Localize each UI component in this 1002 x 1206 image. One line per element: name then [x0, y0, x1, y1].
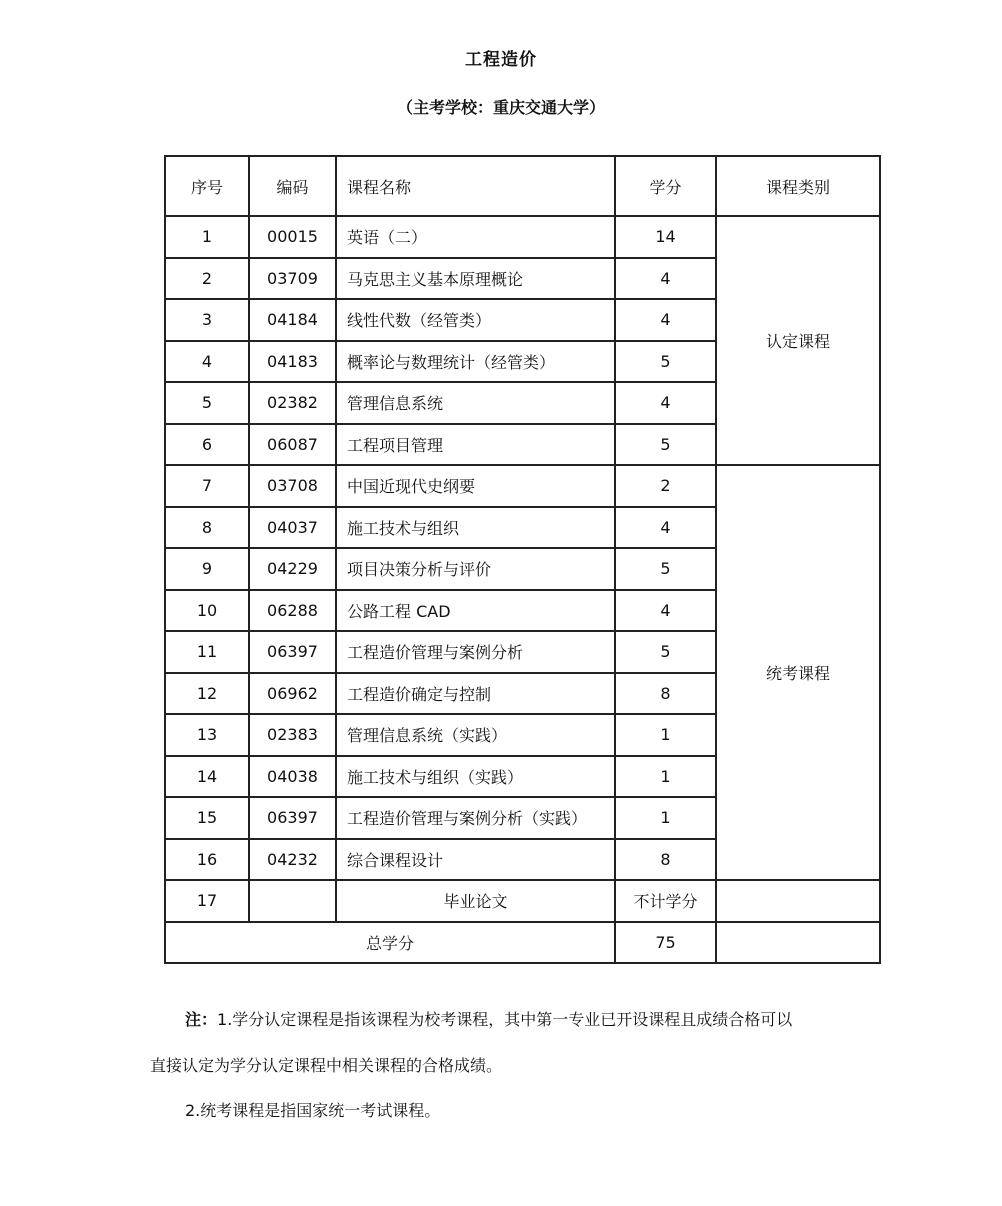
thesis-row [165, 880, 880, 922]
course-code: 04037 [249, 507, 336, 549]
table-header-row [165, 156, 880, 216]
course-name: 工程造价确定与控制 [336, 673, 615, 715]
note-line-1 [150, 1009, 890, 1031]
course-credit: 5 [615, 631, 716, 673]
course-name: 工程项目管理 [336, 424, 615, 466]
course-name: 管理信息系统 [336, 382, 615, 424]
course-credit: 5 [615, 548, 716, 590]
row-number: 1 [165, 216, 249, 258]
row-number: 6 [165, 424, 249, 466]
course-name: 中国近现代史纲要 [336, 465, 615, 507]
course-credit: 1 [615, 797, 716, 839]
course-code: 04038 [249, 756, 336, 798]
course-credit: 4 [615, 590, 716, 632]
row-number: 12 [165, 673, 249, 715]
thesis-category [716, 880, 880, 922]
table-row [165, 465, 880, 507]
course-code: 02383 [249, 714, 336, 756]
note-line-3: 2.统考课程是指国家统一考试课程。 [185, 1101, 441, 1120]
course-code: 06397 [249, 631, 336, 673]
course-code: 06087 [249, 424, 336, 466]
course-code: 03709 [249, 258, 336, 300]
course-credit: 4 [615, 382, 716, 424]
category-unified: 统考课程 [716, 465, 880, 880]
row-number: 4 [165, 341, 249, 383]
header-cell: 课程类别 [716, 156, 880, 216]
course-name: 管理信息系统（实践） [336, 714, 615, 756]
course-name: 概率论与数理统计（经管类） [336, 341, 615, 383]
row-number: 7 [165, 465, 249, 507]
course-name: 综合课程设计 [336, 839, 615, 881]
course-code: 04184 [249, 299, 336, 341]
total-value: 75 [615, 922, 716, 964]
course-name: 项目决策分析与评价 [336, 548, 615, 590]
header-cell: 序号 [165, 156, 249, 216]
row-number: 3 [165, 299, 249, 341]
row-number: 17 [165, 880, 249, 922]
row-number: 5 [165, 382, 249, 424]
course-name: 英语（二） [336, 216, 615, 258]
header-cell: 编码 [249, 156, 336, 216]
note-line-2: 直接认定为学分认定课程中相关课程的合格成绩。 [150, 1056, 503, 1075]
course-code: 02382 [249, 382, 336, 424]
row-number: 8 [165, 507, 249, 549]
row-number: 2 [165, 258, 249, 300]
course-name: 公路工程 CAD [336, 590, 615, 632]
row-number: 15 [165, 797, 249, 839]
course-credit: 1 [615, 756, 716, 798]
course-credit: 4 [615, 299, 716, 341]
course-code: 04229 [249, 548, 336, 590]
row-number: 11 [165, 631, 249, 673]
course-table [164, 155, 881, 964]
course-credit: 5 [615, 341, 716, 383]
course-credit: 8 [615, 839, 716, 881]
total-label: 总学分 [165, 922, 615, 964]
row-number: 9 [165, 548, 249, 590]
course-credit: 1 [615, 714, 716, 756]
course-code [249, 880, 336, 922]
course-code: 06962 [249, 673, 336, 715]
course-code: 06397 [249, 797, 336, 839]
course-credit: 8 [615, 673, 716, 715]
row-number: 14 [165, 756, 249, 798]
course-name: 施工技术与组织 [336, 507, 615, 549]
category-recognized: 认定课程 [716, 216, 880, 465]
thesis-name: 毕业论文 [336, 880, 615, 922]
course-name: 马克思主义基本原理概论 [336, 258, 615, 300]
course-credit: 2 [615, 465, 716, 507]
table-row [165, 216, 880, 258]
row-number: 13 [165, 714, 249, 756]
course-code: 06288 [249, 590, 336, 632]
note-text-1: 1.学分认定课程是指该课程为校考课程，其中第一专业已开设课程且成绩合格可以 [217, 1010, 793, 1029]
course-credit: 14 [615, 216, 716, 258]
total-empty [716, 922, 880, 964]
course-name: 工程造价管理与案例分析（实践） [336, 797, 615, 839]
course-name: 线性代数（经管类） [336, 299, 615, 341]
course-credit: 4 [615, 258, 716, 300]
total-row [165, 922, 880, 964]
row-number: 10 [165, 590, 249, 632]
page-title: 工程造价 [465, 50, 537, 70]
course-name: 施工技术与组织（实践） [336, 756, 615, 798]
thesis-credit: 不计学分 [615, 880, 716, 922]
course-credit: 4 [615, 507, 716, 549]
course-code: 03708 [249, 465, 336, 507]
header-cell: 学分 [615, 156, 716, 216]
page-subtitle: （主考学校：重庆交通大学） [396, 98, 605, 117]
course-code: 04232 [249, 839, 336, 881]
course-code: 00015 [249, 216, 336, 258]
course-credit: 5 [615, 424, 716, 466]
header-cell: 课程名称 [336, 156, 615, 216]
course-code: 04183 [249, 341, 336, 383]
course-name: 工程造价管理与案例分析 [336, 631, 615, 673]
row-number: 16 [165, 839, 249, 881]
note-label: 注： [185, 1010, 218, 1029]
